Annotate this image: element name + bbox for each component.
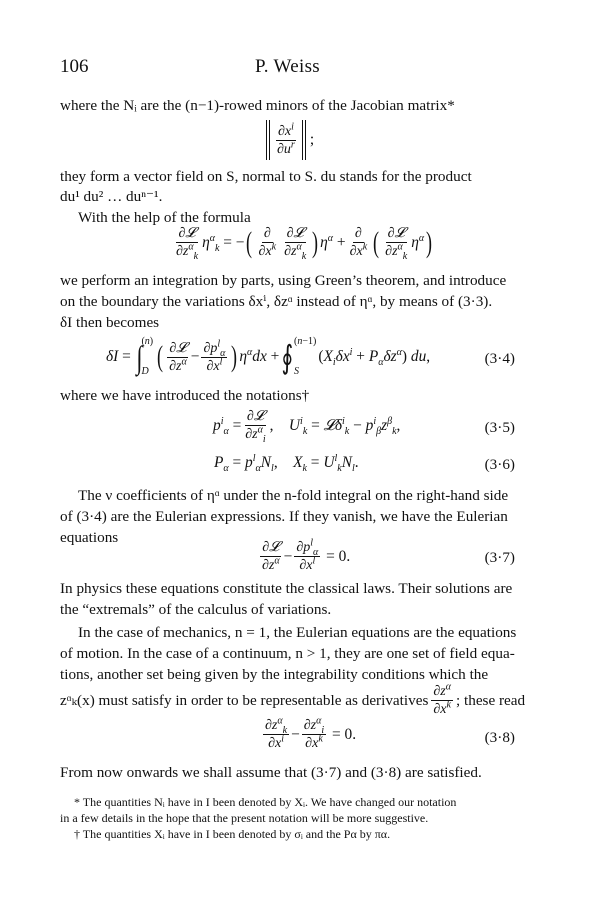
body-line-perform-3: δI then becomes [60, 314, 160, 331]
jacobian-matrix-equation: $\frac{\partial x^i}{\partial u^r}$ ; [266, 120, 314, 160]
body-line-nu-2: of (3·4) are the Eulerian expressions. If they vanish, we have the Eulerian [60, 508, 508, 525]
equation-3-7: $\frac{\text{∂𝓛}}{\partial z^\alpha}$ − $\frac{\partial p^l_\alpha}{\partial x^l}$ = 0. [262, 537, 351, 573]
body-line-vector-field: they form a vector field on S, normal to S. du stands for the product [60, 168, 472, 185]
body-line-mech-1: In the case of mechanics, n = 1, the Eulerian equations are the equations [78, 624, 517, 641]
footnote-star-2: in a few details in the hope that the present notation will be more suggestive. [60, 811, 429, 825]
body-line-from-now: From now onwards we shall assume that (3·7) and (3·8) are satisfied. [60, 764, 482, 781]
equation-3-6: $P_\alpha$ = $p^l_\alpha N_l$ , $X_k$ = $U^l_kN_l$ . [214, 452, 359, 475]
footnote-star-1: * The quantities Nᵢ have in I been denoted by Xᵢ. We have changed our notation [74, 795, 457, 809]
equation-3-5: $p^i_\alpha$ = $\frac{\text{∂𝓛}}{\partial z^\alpha_i}$ , $U^i_k$ = 𝓛δ$^i_k$ − $p^i_\beta z^\beta_k$ , [213, 409, 401, 445]
equation-number-3-5: (3·5) [484, 419, 515, 436]
body-line-mech-2: of motion. In the case of a continuum, n > 1, they are one set of field equa- [60, 645, 515, 662]
body-line-mech-4: zᵅₖ(x) must satisfy in order to be representable as derivatives $\frac{\partial z^\alpha}{\partial x^k}$ ; these read [60, 681, 526, 717]
body-line-mech-4-end: ; these read [455, 691, 526, 709]
running-head: P. Weiss [255, 56, 320, 77]
footnote-dagger: † The quantities Xᵢ have in I been denoted by σᵢ and the Pα by πα. [74, 827, 391, 841]
body-line-perform-2: on the boundary the variations δxⁱ, δzᵅ instead of ηᵅ, by means of (3·3). [60, 293, 493, 310]
body-line-product: du¹ du² … duⁿ⁻¹. [60, 188, 163, 205]
equation-number-3-6: (3·6) [484, 456, 515, 473]
body-line-physics-2: the “extremals” of the calculus of variations. [60, 601, 332, 618]
body-line-mech-4-start: zᵅₖ(x) must satisfy in order to be representable as derivatives [60, 691, 429, 709]
equation-3-4: δI = ∫ (n) D ( $\frac{\text{∂𝓛}}{\partial z^\alpha}$ − $\frac{\partial p^l_\alpha}{\partial x^l}$ ) $\eta^\alpha dx$ + ∮ (n−1) S ( $X_i\delta x^i$ + $P_\alpha\delta z^\alpha$ ) du , [106, 336, 431, 377]
body-line-physics-1: In physics these equations constitute the classical laws. Their solutions are [60, 580, 513, 597]
body-line-with-help: With the help of the formula [78, 209, 251, 226]
equation-number-3-4: (3·4) [484, 350, 515, 367]
body-line-nu-1: The ν coefficients of ηᵅ under the n-fold integral on the right-hand side [78, 487, 509, 504]
body-line-perform-1: we perform an integration by parts, using Green’s theorem, and introduce [60, 272, 507, 289]
equation-number-3-7: (3·7) [484, 549, 515, 566]
equation-3-8: $\frac{\partial z^\alpha_k}{\partial x^i}$ − $\frac{\partial z^\alpha_i}{\partial x^k}$ = 0. [265, 715, 357, 751]
body-line-jacobian: where the Nᵢ are the (n−1)-rowed minors of the Jacobian matrix* [60, 97, 455, 114]
body-line-notations: where we have introduced the notations† [60, 387, 310, 404]
formula-integration-by-parts: $\frac{\text{∂𝓛}}{\partial z^\alpha_k}$ $\eta^\alpha_k$ = − ( $\frac{\partial}{\partial x^k}$ $\frac{\text{∂𝓛}}{\partial z^\alpha_k}$ ) $\eta^\alpha$ + $\frac{\partial}{\partial x^k}$ ( $\frac{\text{∂𝓛}}{\partial z^\alpha_k}$ $\eta^\alpha$ ) [176, 225, 433, 262]
page-number: 106 [60, 56, 89, 77]
body-line-mech-3: tions, another set being given by the integrability conditions which the [60, 666, 489, 683]
page-header [60, 56, 515, 80]
equation-number-3-8: (3·8) [484, 729, 515, 746]
body-line-nu-3: equations [60, 529, 119, 546]
